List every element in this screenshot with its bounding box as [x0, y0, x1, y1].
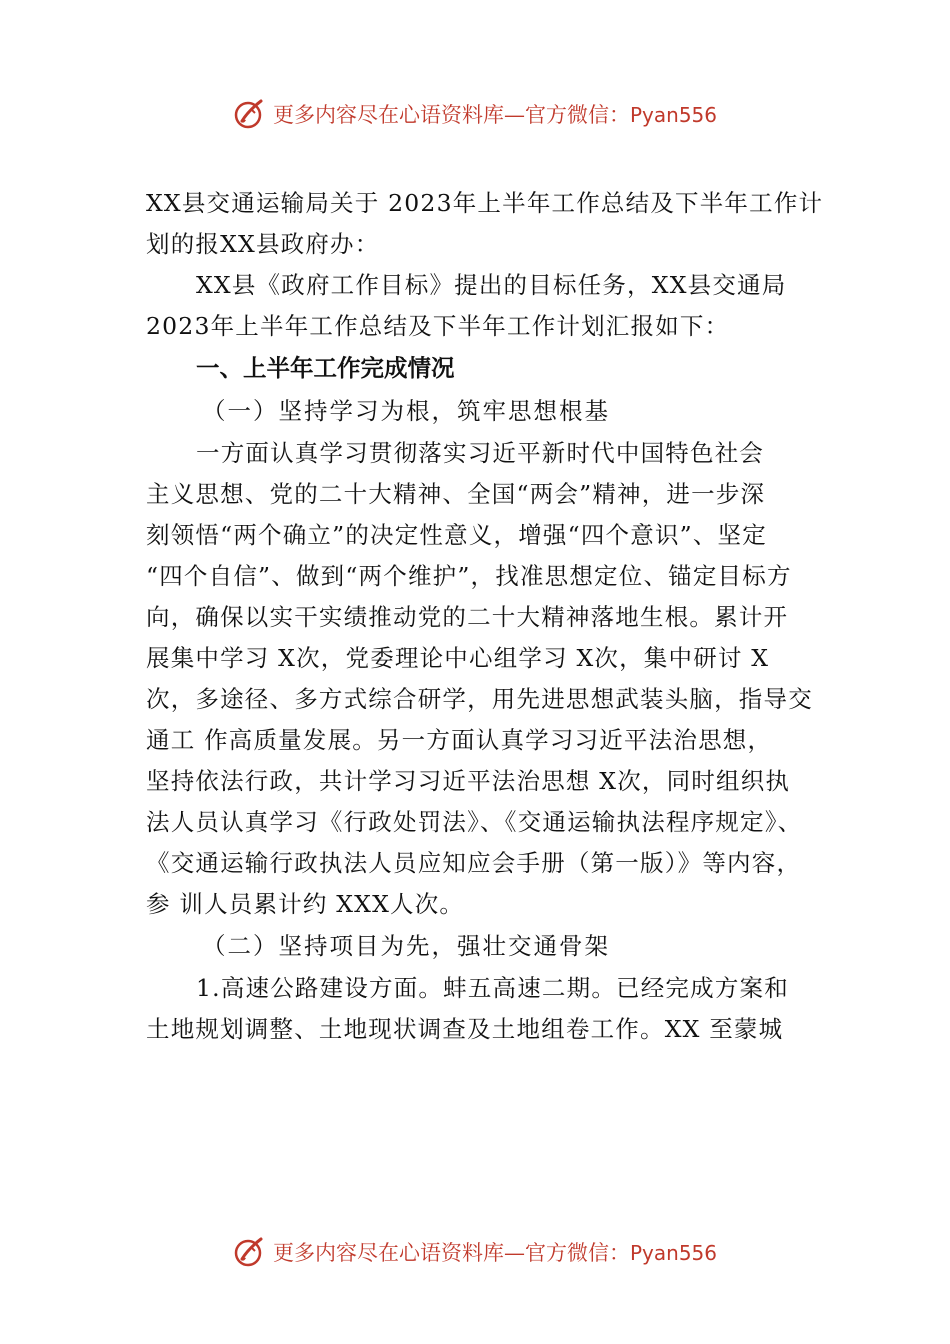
paragraph-line: 坚持依法行政，共计学习习近平法治思想 X次，同时组织执: [146, 767, 791, 795]
watermark-text: [273, 1237, 717, 1267]
watermark-text-cn: 更多内容尽在心语资料库—官方微信：: [272, 103, 630, 127]
paragraph-line: XX县《政府工作目标》提出的目标任务，XX县交通局: [196, 271, 787, 299]
watermark-text-cn: 更多内容尽在心语资料库—官方微信：: [272, 1241, 630, 1265]
paragraph-line: 向，确保以实干实绩推动党的二十大精神落地生根。累计开: [146, 603, 789, 631]
watermark-wechat-id: Pyan556: [629, 1241, 717, 1265]
watermark-wechat-id: Pyan556: [629, 103, 717, 127]
paragraph-line: 展集中学习 X次，党委理论中心组学习 X次，集中研讨 X: [146, 644, 770, 672]
brush-logo-icon: [233, 1235, 267, 1269]
paragraph-line: 次，多途径、多方式综合研学，用先进思想武装头脑，指导交: [146, 685, 813, 713]
paragraph-line: 2023年上半年工作总结及下半年工作计划汇报如下：: [146, 312, 730, 340]
paragraph-line: “四个自信”、做到“两个维护”，找准思想定位、锚定目标方: [146, 562, 792, 590]
subsection-heading: （二）坚持项目为先，强壮交通骨架: [202, 932, 610, 960]
paragraph-line: 主义思想、党的二十大精神、全国“两会”精神，进一步深: [146, 480, 766, 508]
watermark-footer: [0, 1232, 950, 1272]
watermark-header: [0, 94, 950, 134]
paragraph-line: 刻领悟“两个确立”的决定性意义，增强“四个意识”、坚定: [146, 521, 767, 549]
paragraph-line: 一方面认真学习贯彻落实习近平新时代中国特色社会: [196, 439, 765, 467]
subsection-heading: （一）坚持学习为根，筑牢思想根基: [202, 397, 610, 425]
section-heading: 一、上半年工作完成情况: [196, 354, 455, 382]
paragraph-line: 1.高速公路建设方面。蚌五高速二期。已经完成方案和: [196, 974, 789, 1002]
paragraph-line: 通工 作高质量发展。另一方面认真学习习近平法治思想，: [146, 726, 773, 754]
paragraph-line: 《交通运输行政执法人员应知应会手册（第一版）》等内容，: [146, 849, 802, 877]
paragraph-line: 划的报XX县政府办：: [146, 230, 380, 258]
brush-logo-icon: [233, 97, 267, 131]
paragraph-line: 土地规划调整、土地现状调查及土地组卷工作。XX 至蒙城: [146, 1015, 784, 1043]
paragraph-line: 法人员认真学习《行政处罚法》、《交通运输执法程序规定》、: [146, 808, 803, 836]
paragraph-line: 参 训人员累计约 XXX人次。: [146, 890, 465, 918]
paragraph-line: XX县交通运输局关于 2023年上半年工作总结及下半年工作计: [146, 189, 824, 217]
document-body: [146, 183, 826, 1050]
watermark-text: [273, 99, 717, 129]
